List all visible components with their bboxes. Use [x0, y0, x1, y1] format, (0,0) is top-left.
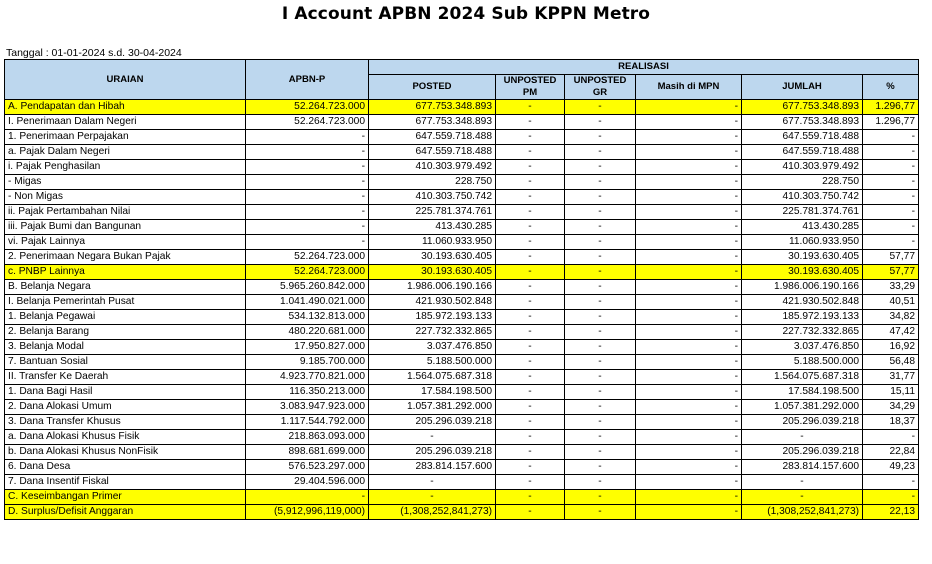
cell-pct: -: [863, 175, 919, 190]
cell-pct: -: [863, 145, 919, 160]
cell-unposted-pm: -: [496, 400, 565, 415]
cell-unposted-pm: -: [496, 145, 565, 160]
cell-posted: 410.303.979.492: [369, 160, 496, 175]
cell-unposted-gr: -: [565, 205, 636, 220]
table-body: [5, 100, 919, 520]
cell-jumlah: 410.303.750.742: [742, 190, 863, 205]
cell-apbnp: -: [246, 175, 369, 190]
cell-unposted-gr: -: [565, 190, 636, 205]
cell-apbnp: -: [246, 145, 369, 160]
cell-masih-mpn: -: [636, 160, 742, 175]
cell-posted: -: [369, 475, 496, 490]
cell-unposted-pm: -: [496, 265, 565, 280]
cell-masih-mpn: -: [636, 370, 742, 385]
cell-unposted-gr: -: [565, 280, 636, 295]
cell-uraian: b. Dana Alokasi Khusus NonFisik: [5, 445, 246, 460]
report-table: [4, 59, 919, 520]
cell-uraian: - Migas: [5, 175, 246, 190]
cell-unposted-pm: -: [496, 430, 565, 445]
table-row: [5, 250, 919, 265]
cell-posted: 1.564.075.687.318: [369, 370, 496, 385]
cell-pct: -: [863, 160, 919, 175]
table-row: [5, 370, 919, 385]
cell-masih-mpn: -: [636, 475, 742, 490]
table-row: [5, 490, 919, 505]
cell-unposted-pm: -: [496, 175, 565, 190]
table-row: [5, 160, 919, 175]
cell-pct: -: [863, 205, 919, 220]
cell-apbnp: 9.185.700.000: [246, 355, 369, 370]
cell-jumlah: -: [742, 430, 863, 445]
cell-pct: 18,37: [863, 415, 919, 430]
cell-unposted-pm: -: [496, 205, 565, 220]
cell-posted: 185.972.193.133: [369, 310, 496, 325]
table-row: [5, 205, 919, 220]
table-row: [5, 355, 919, 370]
table-row: [5, 130, 919, 145]
cell-unposted-pm: -: [496, 220, 565, 235]
cell-unposted-pm: -: [496, 505, 565, 520]
cell-jumlah: 30.193.630.405: [742, 265, 863, 280]
cell-posted: 225.781.374.761: [369, 205, 496, 220]
cell-masih-mpn: -: [636, 250, 742, 265]
cell-unposted-pm: -: [496, 280, 565, 295]
cell-jumlah: 11.060.933.950: [742, 235, 863, 250]
cell-apbnp: 4.923.770.821.000: [246, 370, 369, 385]
cell-jumlah: -: [742, 475, 863, 490]
cell-posted: 413.430.285: [369, 220, 496, 235]
cell-uraian: 1. Penerimaan Perpajakan: [5, 130, 246, 145]
cell-unposted-pm: -: [496, 490, 565, 505]
cell-jumlah: 283.814.157.600: [742, 460, 863, 475]
cell-posted: 283.814.157.600: [369, 460, 496, 475]
table-row: [5, 265, 919, 280]
table-row: [5, 310, 919, 325]
report-period: Tanggal : 01-01-2024 s.d. 30-04-2024: [6, 47, 182, 59]
cell-apbnp: 52.264.723.000: [246, 250, 369, 265]
cell-apbnp: -: [246, 130, 369, 145]
cell-posted: 410.303.750.742: [369, 190, 496, 205]
cell-pct: 33,29: [863, 280, 919, 295]
cell-posted: 205.296.039.218: [369, 445, 496, 460]
cell-jumlah: -: [742, 490, 863, 505]
cell-jumlah: 5.188.500.000: [742, 355, 863, 370]
cell-jumlah: 225.781.374.761: [742, 205, 863, 220]
cell-pct: -: [863, 430, 919, 445]
cell-apbnp: 17.950.827.000: [246, 340, 369, 355]
cell-pct: 31,77: [863, 370, 919, 385]
header-apbnp: APBN-P: [246, 60, 369, 100]
header-unposted-pm: UNPOSTED PM: [496, 75, 565, 100]
cell-posted: 677.753.348.893: [369, 115, 496, 130]
cell-unposted-pm: -: [496, 475, 565, 490]
cell-posted: 1.057.381.292.000: [369, 400, 496, 415]
cell-unposted-gr: -: [565, 370, 636, 385]
cell-uraian: I. Penerimaan Dalam Negeri: [5, 115, 246, 130]
cell-jumlah: 228.750: [742, 175, 863, 190]
cell-uraian: C. Keseimbangan Primer: [5, 490, 246, 505]
cell-unposted-gr: -: [565, 490, 636, 505]
table-row: [5, 400, 919, 415]
table-row: [5, 505, 919, 520]
cell-apbnp: 5.965.260.842.000: [246, 280, 369, 295]
cell-unposted-pm: -: [496, 100, 565, 115]
cell-jumlah: 17.584.198.500: [742, 385, 863, 400]
report-title: I Account APBN 2024 Sub KPPN Metro: [281, 4, 651, 24]
table-row: [5, 295, 919, 310]
cell-apbnp: 898.681.699.000: [246, 445, 369, 460]
cell-masih-mpn: -: [636, 325, 742, 340]
cell-unposted-pm: -: [496, 370, 565, 385]
cell-unposted-gr: -: [565, 505, 636, 520]
cell-masih-mpn: -: [636, 340, 742, 355]
cell-pct: -: [863, 130, 919, 145]
cell-apbnp: -: [246, 235, 369, 250]
cell-unposted-gr: -: [565, 100, 636, 115]
cell-uraian: 3. Belanja Modal: [5, 340, 246, 355]
cell-unposted-pm: -: [496, 190, 565, 205]
header-realisasi: REALISASI: [369, 60, 919, 75]
cell-pct: 49,23: [863, 460, 919, 475]
cell-unposted-gr: -: [565, 415, 636, 430]
cell-unposted-pm: -: [496, 160, 565, 175]
cell-posted: 228.750: [369, 175, 496, 190]
cell-unposted-gr: -: [565, 475, 636, 490]
cell-unposted-pm: -: [496, 385, 565, 400]
cell-apbnp: 218.863.093.000: [246, 430, 369, 445]
table-row: [5, 235, 919, 250]
cell-pct: -: [863, 220, 919, 235]
cell-unposted-gr: -: [565, 265, 636, 280]
table-row: [5, 280, 919, 295]
cell-jumlah: 227.732.332.865: [742, 325, 863, 340]
cell-masih-mpn: -: [636, 295, 742, 310]
cell-unposted-gr: -: [565, 340, 636, 355]
cell-uraian: iii. Pajak Bumi dan Bangunan: [5, 220, 246, 235]
cell-apbnp: 534.132.813.000: [246, 310, 369, 325]
cell-apbnp: -: [246, 160, 369, 175]
cell-unposted-gr: -: [565, 235, 636, 250]
cell-pct: 1.296,77: [863, 100, 919, 115]
header-posted: POSTED: [369, 75, 496, 100]
cell-pct: -: [863, 235, 919, 250]
table-row: [5, 220, 919, 235]
cell-uraian: - Non Migas: [5, 190, 246, 205]
cell-unposted-pm: -: [496, 250, 565, 265]
cell-pct: 34,82: [863, 310, 919, 325]
cell-jumlah: 413.430.285: [742, 220, 863, 235]
table-row: [5, 385, 919, 400]
cell-masih-mpn: -: [636, 505, 742, 520]
cell-unposted-pm: -: [496, 130, 565, 145]
header-uraian: URAIAN: [5, 60, 246, 100]
cell-uraian: a. Pajak Dalam Negeri: [5, 145, 246, 160]
cell-unposted-pm: -: [496, 355, 565, 370]
cell-masih-mpn: -: [636, 115, 742, 130]
cell-jumlah: 410.303.979.492: [742, 160, 863, 175]
cell-unposted-pm: -: [496, 115, 565, 130]
table-row: [5, 340, 919, 355]
header-pct: %: [863, 75, 919, 100]
cell-unposted-gr: -: [565, 430, 636, 445]
cell-uraian: 1. Dana Bagi Hasil: [5, 385, 246, 400]
cell-uraian: I. Belanja Pemerintah Pusat: [5, 295, 246, 310]
cell-masih-mpn: -: [636, 415, 742, 430]
cell-uraian: II. Transfer Ke Daerah: [5, 370, 246, 385]
cell-uraian: B. Belanja Negara: [5, 280, 246, 295]
cell-posted: 30.193.630.405: [369, 265, 496, 280]
cell-uraian: 7. Bantuan Sosial: [5, 355, 246, 370]
cell-jumlah: 421.930.502.848: [742, 295, 863, 310]
cell-unposted-gr: -: [565, 325, 636, 340]
header-masih-mpn: Masih di MPN: [636, 75, 742, 100]
cell-unposted-gr: -: [565, 130, 636, 145]
cell-unposted-gr: -: [565, 145, 636, 160]
cell-posted: (1,308,252,841,273): [369, 505, 496, 520]
cell-jumlah: 647.559.718.488: [742, 145, 863, 160]
cell-unposted-gr: -: [565, 175, 636, 190]
cell-posted: 205.296.039.218: [369, 415, 496, 430]
cell-uraian: 6. Dana Desa: [5, 460, 246, 475]
table-row: [5, 430, 919, 445]
cell-unposted-pm: -: [496, 460, 565, 475]
cell-unposted-pm: -: [496, 295, 565, 310]
cell-jumlah: 1.564.075.687.318: [742, 370, 863, 385]
cell-masih-mpn: -: [636, 205, 742, 220]
cell-uraian: A. Pendapatan dan Hibah: [5, 100, 246, 115]
cell-pct: 16,92: [863, 340, 919, 355]
table-row: [5, 460, 919, 475]
cell-jumlah: 185.972.193.133: [742, 310, 863, 325]
cell-unposted-gr: -: [565, 385, 636, 400]
cell-masih-mpn: -: [636, 490, 742, 505]
cell-jumlah: 647.559.718.488: [742, 130, 863, 145]
cell-masih-mpn: -: [636, 310, 742, 325]
cell-apbnp: 480.220.681.000: [246, 325, 369, 340]
cell-pct: -: [863, 190, 919, 205]
table-row: [5, 190, 919, 205]
cell-masih-mpn: -: [636, 235, 742, 250]
header-unposted-gr: UNPOSTED GR: [565, 75, 636, 100]
cell-pct: 40,51: [863, 295, 919, 310]
cell-masih-mpn: -: [636, 385, 742, 400]
cell-pct: -: [863, 490, 919, 505]
cell-masih-mpn: -: [636, 400, 742, 415]
cell-pct: 57,77: [863, 250, 919, 265]
cell-posted: 11.060.933.950: [369, 235, 496, 250]
cell-masih-mpn: -: [636, 145, 742, 160]
cell-apbnp: -: [246, 190, 369, 205]
cell-jumlah: 30.193.630.405: [742, 250, 863, 265]
cell-jumlah: 3.037.476.850: [742, 340, 863, 355]
cell-uraian: ii. Pajak Pertambahan Nilai: [5, 205, 246, 220]
cell-apbnp: 576.523.297.000: [246, 460, 369, 475]
cell-unposted-gr: -: [565, 160, 636, 175]
cell-apbnp: 1.041.490.021.000: [246, 295, 369, 310]
cell-jumlah: 1.057.381.292.000: [742, 400, 863, 415]
cell-apbnp: -: [246, 490, 369, 505]
cell-pct: 22,13: [863, 505, 919, 520]
cell-posted: 3.037.476.850: [369, 340, 496, 355]
cell-masih-mpn: -: [636, 460, 742, 475]
cell-posted: -: [369, 490, 496, 505]
table-row: [5, 325, 919, 340]
cell-pct: -: [863, 475, 919, 490]
cell-unposted-pm: -: [496, 235, 565, 250]
cell-masih-mpn: -: [636, 265, 742, 280]
cell-posted: -: [369, 430, 496, 445]
cell-apbnp: 116.350.213.000: [246, 385, 369, 400]
cell-apbnp: 52.264.723.000: [246, 265, 369, 280]
table-row: [5, 145, 919, 160]
cell-jumlah: 205.296.039.218: [742, 415, 863, 430]
cell-pct: 47,42: [863, 325, 919, 340]
cell-masih-mpn: -: [636, 355, 742, 370]
cell-masih-mpn: -: [636, 100, 742, 115]
cell-apbnp: -: [246, 205, 369, 220]
table-row: [5, 475, 919, 490]
cell-unposted-gr: -: [565, 400, 636, 415]
cell-unposted-gr: -: [565, 250, 636, 265]
cell-masih-mpn: -: [636, 190, 742, 205]
cell-masih-mpn: -: [636, 220, 742, 235]
cell-pct: 57,77: [863, 265, 919, 280]
cell-pct: 1.296,77: [863, 115, 919, 130]
cell-posted: 421.930.502.848: [369, 295, 496, 310]
cell-unposted-gr: -: [565, 460, 636, 475]
cell-apbnp: 1.117.544.792.000: [246, 415, 369, 430]
cell-posted: 17.584.198.500: [369, 385, 496, 400]
cell-unposted-gr: -: [565, 115, 636, 130]
cell-masih-mpn: -: [636, 430, 742, 445]
cell-posted: 677.753.348.893: [369, 100, 496, 115]
cell-pct: 15,11: [863, 385, 919, 400]
cell-uraian: vi. Pajak Lainnya: [5, 235, 246, 250]
table-row: [5, 415, 919, 430]
table-row: [5, 175, 919, 190]
cell-uraian: i. Pajak Penghasilan: [5, 160, 246, 175]
cell-jumlah: 677.753.348.893: [742, 100, 863, 115]
cell-unposted-gr: -: [565, 220, 636, 235]
cell-unposted-pm: -: [496, 310, 565, 325]
table-row: [5, 100, 919, 115]
cell-jumlah: 1.986.006.190.166: [742, 280, 863, 295]
cell-masih-mpn: -: [636, 280, 742, 295]
cell-posted: 1.986.006.190.166: [369, 280, 496, 295]
cell-uraian: c. PNBP Lainnya: [5, 265, 246, 280]
cell-masih-mpn: -: [636, 445, 742, 460]
cell-uraian: 2. Dana Alokasi Umum: [5, 400, 246, 415]
cell-apbnp: 3.083.947.923.000: [246, 400, 369, 415]
cell-posted: 227.732.332.865: [369, 325, 496, 340]
cell-uraian: 3. Dana Transfer Khusus: [5, 415, 246, 430]
cell-unposted-gr: -: [565, 445, 636, 460]
cell-unposted-pm: -: [496, 325, 565, 340]
cell-jumlah: (1,308,252,841,273): [742, 505, 863, 520]
cell-jumlah: 205.296.039.218: [742, 445, 863, 460]
cell-posted: 30.193.630.405: [369, 250, 496, 265]
table-row: [5, 445, 919, 460]
table-header: [5, 60, 919, 100]
cell-posted: 647.559.718.488: [369, 145, 496, 160]
cell-jumlah: 677.753.348.893: [742, 115, 863, 130]
cell-apbnp: (5,912,996,119,000): [246, 505, 369, 520]
cell-masih-mpn: -: [636, 130, 742, 145]
cell-unposted-gr: -: [565, 355, 636, 370]
cell-uraian: 7. Dana Insentif Fiskal: [5, 475, 246, 490]
cell-uraian: a. Dana Alokasi Khusus Fisik: [5, 430, 246, 445]
cell-uraian: 1. Belanja Pegawai: [5, 310, 246, 325]
cell-apbnp: 52.264.723.000: [246, 100, 369, 115]
cell-uraian: 2. Belanja Barang: [5, 325, 246, 340]
cell-pct: 56,48: [863, 355, 919, 370]
cell-unposted-pm: -: [496, 445, 565, 460]
cell-pct: 22,84: [863, 445, 919, 460]
cell-apbnp: 29.404.596.000: [246, 475, 369, 490]
cell-posted: 647.559.718.488: [369, 130, 496, 145]
cell-apbnp: 52.264.723.000: [246, 115, 369, 130]
cell-unposted-pm: -: [496, 415, 565, 430]
cell-uraian: D. Surplus/Defisit Anggaran: [5, 505, 246, 520]
cell-masih-mpn: -: [636, 175, 742, 190]
table-row: [5, 115, 919, 130]
cell-apbnp: -: [246, 220, 369, 235]
cell-uraian: 2. Penerimaan Negara Bukan Pajak: [5, 250, 246, 265]
cell-pct: 34,29: [863, 400, 919, 415]
cell-posted: 5.188.500.000: [369, 355, 496, 370]
cell-unposted-gr: -: [565, 295, 636, 310]
header-jumlah: JUMLAH: [742, 75, 863, 100]
cell-unposted-pm: -: [496, 340, 565, 355]
cell-unposted-gr: -: [565, 310, 636, 325]
